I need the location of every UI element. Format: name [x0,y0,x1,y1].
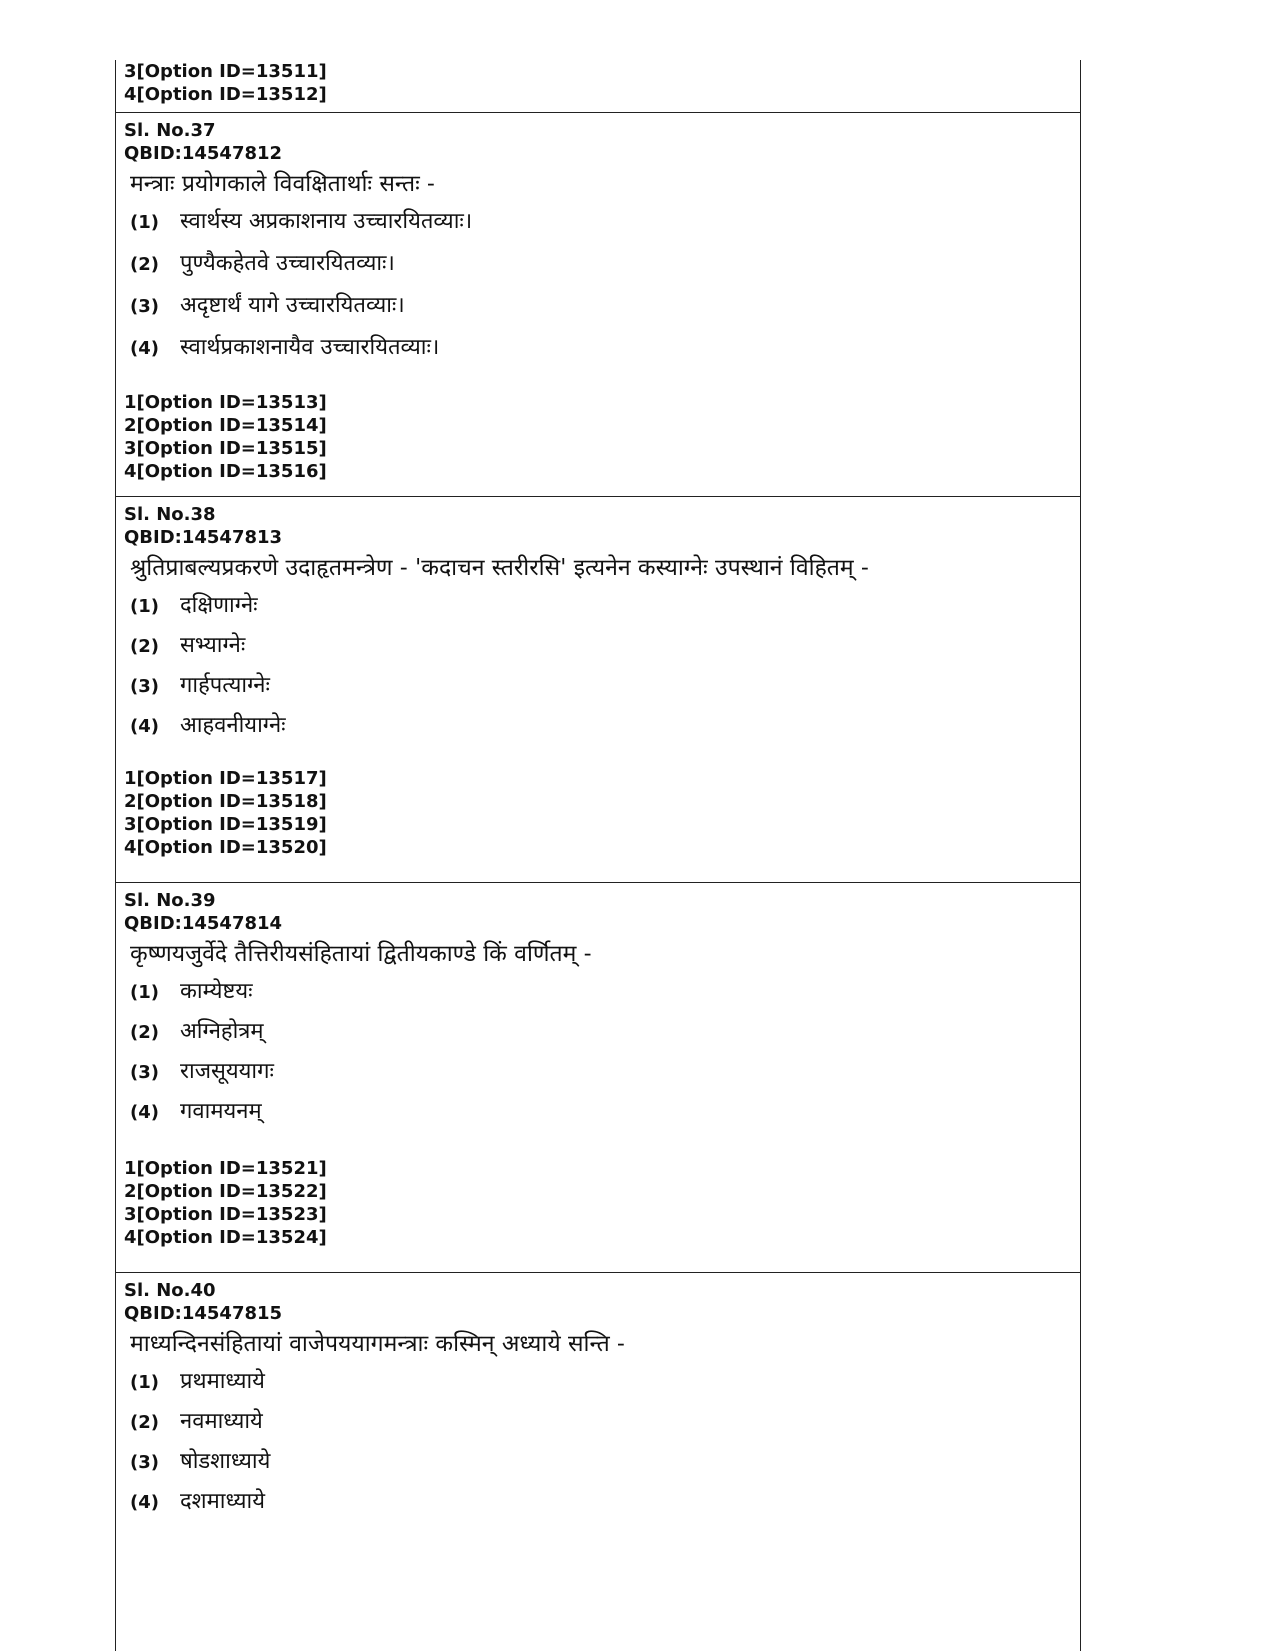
choice-3 [130,669,1080,709]
question-text: माध्यन्दिनसंहितायां वाजेपययागमन्त्राः कस्मिन् अध्याये सन्ति - [130,1331,625,1357]
choice-4 [130,1485,1080,1525]
choice-text: स्वार्थप्रकाशनायैव उच्चारयितव्याः। [180,335,440,360]
choice-2 [130,1405,1080,1445]
question-block-37 [116,112,1080,483]
choice-number: (3) [130,296,159,317]
question-paper-frame [115,60,1081,1651]
choice-number: (3) [130,676,159,697]
qbid: QBID:14547814 [124,913,283,934]
choice-1 [130,589,1080,629]
option-id-line: 1[Option ID=13521] [124,1158,327,1179]
choice-text: पुण्यैकहेतवे उच्चारयितव्याः। [180,251,395,276]
choice-number: (4) [130,1492,159,1513]
serial-number: Sl. No.39 [124,890,216,911]
choice-text: दक्षिणाग्नेः [180,593,258,618]
choice-number: (1) [130,1372,159,1393]
choice-number: (2) [130,1022,159,1043]
choice-number: (3) [130,1452,159,1473]
question-block-40 [116,1272,1080,1525]
option-id-line: 4[Option ID=13524] [124,1227,327,1248]
question-text: श्रुतिप्राबल्यप्रकरणे उदाहृतमन्त्रेण - 'कदाचन स्तरीरसि' इत्यनेन कस्याग्नेः उपस्थानं विहितम् - [130,555,869,581]
choice-number: (2) [130,254,159,275]
question-block-38 [116,496,1080,859]
option-id-line: 2[Option ID=13518] [124,791,327,812]
option-id-line: 1[Option ID=13517] [124,768,327,789]
qbid: QBID:14547815 [124,1303,283,1324]
choice-text: स्वार्थस्य अप्रकाशनाय उच्चारयितव्याः। [180,209,473,234]
choice-number: (2) [130,1412,159,1433]
serial-number: Sl. No.38 [124,504,216,525]
serial-number: Sl. No.40 [124,1280,216,1301]
choice-number: (4) [130,1102,159,1123]
choice-number: (4) [130,716,159,737]
choice-1 [130,975,1080,1015]
serial-number: Sl. No.37 [124,120,216,141]
choice-text: काम्येष्टयः [180,979,253,1004]
choice-text: सभ्याग्नेः [180,633,246,658]
question-text: कृष्णयजुर्वेदे तैत्तिरीयसंहितायां द्वितीयकाण्डे किं वर्णितम् - [130,941,592,967]
option-id-line: 3[Option ID=13511] [124,61,327,82]
choice-1 [130,205,1080,247]
choice-3 [130,1445,1080,1485]
option-id-line: 4[Option ID=13516] [124,461,327,482]
question-block-39 [116,882,1080,1249]
option-ids [124,1157,1080,1249]
choice-text: अग्निहोत्रम् [180,1019,264,1044]
option-id-line: 3[Option ID=13515] [124,438,327,459]
choice-2 [130,247,1080,289]
choice-4 [130,709,1080,749]
choice-2 [130,1015,1080,1055]
choice-4 [130,331,1080,373]
choice-2 [130,629,1080,669]
choice-text: आहवनीयाग्नेः [180,713,286,738]
option-id-line: 3[Option ID=13523] [124,1204,327,1225]
choice-text: दशमाध्याये [180,1489,265,1514]
option-id-line: 2[Option ID=13514] [124,415,327,436]
option-id-line: 2[Option ID=13522] [124,1181,327,1202]
qbid: QBID:14547812 [124,143,283,164]
choice-text: गवामयनम् [180,1099,262,1124]
option-id-line: 4[Option ID=13512] [124,84,327,105]
choice-1 [130,1365,1080,1405]
choice-number: (1) [130,982,159,1003]
choice-number: (1) [130,596,159,617]
choice-number: (2) [130,636,159,657]
option-ids [124,767,1080,859]
choice-text: गार्हपत्याग्नेः [180,673,270,698]
option-id-line: 1[Option ID=13513] [124,392,327,413]
choice-text: नवमाध्याये [180,1409,263,1434]
choice-text: षोडशाध्याये [180,1449,271,1474]
choice-number: (1) [130,212,159,233]
choice-4 [130,1095,1080,1135]
option-ids [124,391,1080,483]
choice-3 [130,289,1080,331]
choice-text: अदृष्टार्थं यागे उच्चारयितव्याः। [180,293,405,318]
choice-text: राजसूययागः [180,1059,274,1084]
option-id-line: 3[Option ID=13519] [124,814,327,835]
choice-3 [130,1055,1080,1095]
qbid: QBID:14547813 [124,527,283,548]
previous-question-option-ids [116,60,1080,106]
choice-number: (3) [130,1062,159,1083]
choice-number: (4) [130,338,159,359]
choice-text: प्रथमाध्याये [180,1369,265,1394]
question-text: मन्त्राः प्रयोगकाले विवक्षितार्थाः सन्तः - [130,171,435,197]
option-id-line: 4[Option ID=13520] [124,837,327,858]
